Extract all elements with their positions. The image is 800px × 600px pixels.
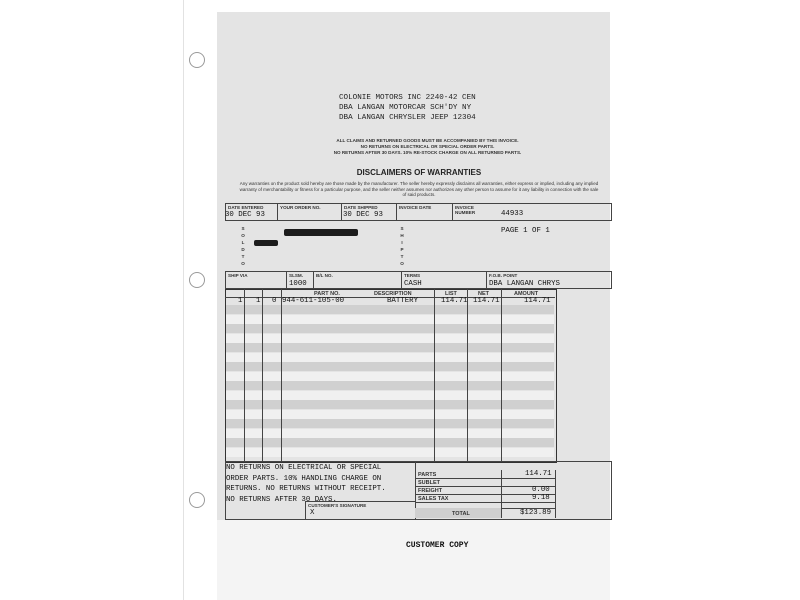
- divider: [415, 502, 555, 503]
- freight-label: FREIGHT: [418, 488, 443, 494]
- line-item-qty-1: 1: [238, 297, 243, 305]
- divider: [501, 289, 502, 461]
- your-order-label: YOUR ORDER NO.: [280, 205, 321, 210]
- divider: [401, 271, 402, 289]
- parts-label: PARTS: [418, 472, 437, 478]
- invoice-date-label: INVOICE DATE: [399, 205, 432, 210]
- total-label: TOTAL: [452, 511, 470, 517]
- divider: [286, 271, 287, 289]
- punch-hole-icon: [189, 52, 205, 68]
- divider: [341, 203, 342, 221]
- date-shipped-label: DATE SHIPPED: [344, 205, 378, 210]
- total-value: $123.89: [520, 509, 552, 517]
- divider: [313, 271, 314, 289]
- customer-copy-label: CUSTOMER COPY: [406, 541, 469, 550]
- return-policy-line-3: RETURNS. NO RETURNS WITHOUT RECEIPT.: [226, 485, 386, 493]
- company-line-2: DBA LANGAN MOTORCAR SCH'DY NY: [339, 104, 472, 112]
- sales-tax-value: 9.18: [532, 494, 550, 502]
- divider: [262, 289, 263, 461]
- disclaimer-title: DISCLAIMERS OF WARRANTIES: [356, 168, 482, 177]
- line-item-description: BATTERY: [387, 297, 419, 305]
- return-policy: [226, 463, 416, 505]
- company-line-3: DBA LANGAN CHRYSLER JEEP 12304: [339, 114, 476, 122]
- sublet-label: SUBLET: [418, 480, 440, 486]
- notice-line-1: ALL CLAIMS AND RETURNED GOODS MUST BE ACCOMPANIED BY THIS INVOICE.: [336, 138, 519, 143]
- divider: [281, 289, 282, 461]
- ship-via-label: SHIP VIA: [228, 273, 248, 278]
- invoice-number-label-2: NUMBER: [455, 210, 476, 215]
- divider: [501, 470, 502, 518]
- page-indicator: PAGE 1 OF 1: [501, 227, 550, 235]
- line-item-part-no: 944-611-105-00: [282, 297, 345, 305]
- line-item-qty-3: 0: [272, 297, 277, 305]
- disclaimer-text: Any warranties on the product sold hereby are those made by the manufacturer. The seller hereby expressly disclaims all warranties, either express or implied, including any implied warranty of merchantability or fitness for a particular purpose, and the seller neither assumes nor authorizes any other person to assume for it any liability in connection with the sale of said products.: [239, 181, 599, 198]
- divider: [244, 289, 245, 461]
- line-item-net: 114.71: [473, 297, 500, 305]
- invoice-sheet-bottom: [217, 520, 610, 600]
- freight-value: 0.00: [532, 486, 550, 494]
- divider: [396, 203, 397, 221]
- divider: [452, 203, 453, 221]
- notice-line-2: NO RETURNS ON ELECTRICAL OR SPECIAL ORDER PARTS.: [360, 144, 495, 149]
- redacted-address: [284, 229, 358, 236]
- date-entered-value: 30 DEC 93: [225, 211, 265, 219]
- divider: [415, 478, 555, 479]
- date-shipped-value: 30 DEC 93: [343, 211, 383, 219]
- slsm-label: SLSM.: [289, 273, 304, 278]
- terms-label: TERMS: [404, 273, 421, 278]
- amount-header: AMOUNT: [514, 291, 539, 297]
- ship-to-label: S H I P T O: [400, 226, 404, 266]
- net-header: NET: [478, 291, 489, 297]
- divider: [277, 203, 278, 221]
- invoice-number-value: 44933: [501, 210, 524, 218]
- punch-hole-icon: [189, 272, 205, 288]
- divider: [467, 289, 468, 461]
- company-line-1: COLONIE MOTORS INC 2240-42 CEN: [339, 94, 476, 102]
- part-no-header: PART NO.: [314, 291, 340, 297]
- notice-line-3: NO RETURNS AFTER 30 DAYS. 10% RE-STOCK CHARGE ON ALL RETURNED PARTS.: [333, 150, 522, 155]
- signature-label: CUSTOMER'S SIGNATURE: [308, 503, 367, 508]
- terms-value: CASH: [404, 280, 422, 288]
- punch-hole-icon: [189, 492, 205, 508]
- line-item-amount: 114.71: [524, 297, 551, 305]
- divider: [434, 289, 435, 461]
- fob-label: F.O.B. POINT: [489, 273, 518, 278]
- return-policy-line-1: NO RETURNS ON ELECTRICAL OR SPECIAL: [226, 464, 382, 472]
- line-item-list: 114.71: [441, 297, 468, 305]
- date-entered-label: DATE ENTERED: [228, 205, 264, 210]
- redacted-name: [254, 240, 278, 246]
- description-header: DESCRIPTION: [374, 291, 412, 297]
- bl-no-label: B/L NO.: [316, 273, 333, 278]
- slsm-value: 1000: [289, 280, 307, 288]
- parts-value: 114.71: [525, 470, 552, 478]
- fob-value: DBA LANGAN CHRYS: [489, 280, 560, 288]
- page-crease: [183, 0, 184, 600]
- divider: [486, 271, 487, 289]
- items-table: [225, 289, 557, 463]
- sales-tax-label: SALES TAX: [418, 496, 449, 502]
- return-policy-line-2: ORDER PARTS. 10% HANDLING CHARGE ON: [226, 474, 382, 483]
- line-item-qty-2: 1: [256, 297, 261, 305]
- signature-mark: X: [310, 509, 315, 517]
- invoice-number-label: INVOICE: [455, 205, 474, 210]
- sold-to-label: S O L D T O: [241, 226, 245, 266]
- list-header: LIST: [445, 291, 457, 297]
- return-policy-line-4: NO RETURNS AFTER 30 DAYS.: [226, 495, 337, 504]
- divider: [555, 470, 556, 518]
